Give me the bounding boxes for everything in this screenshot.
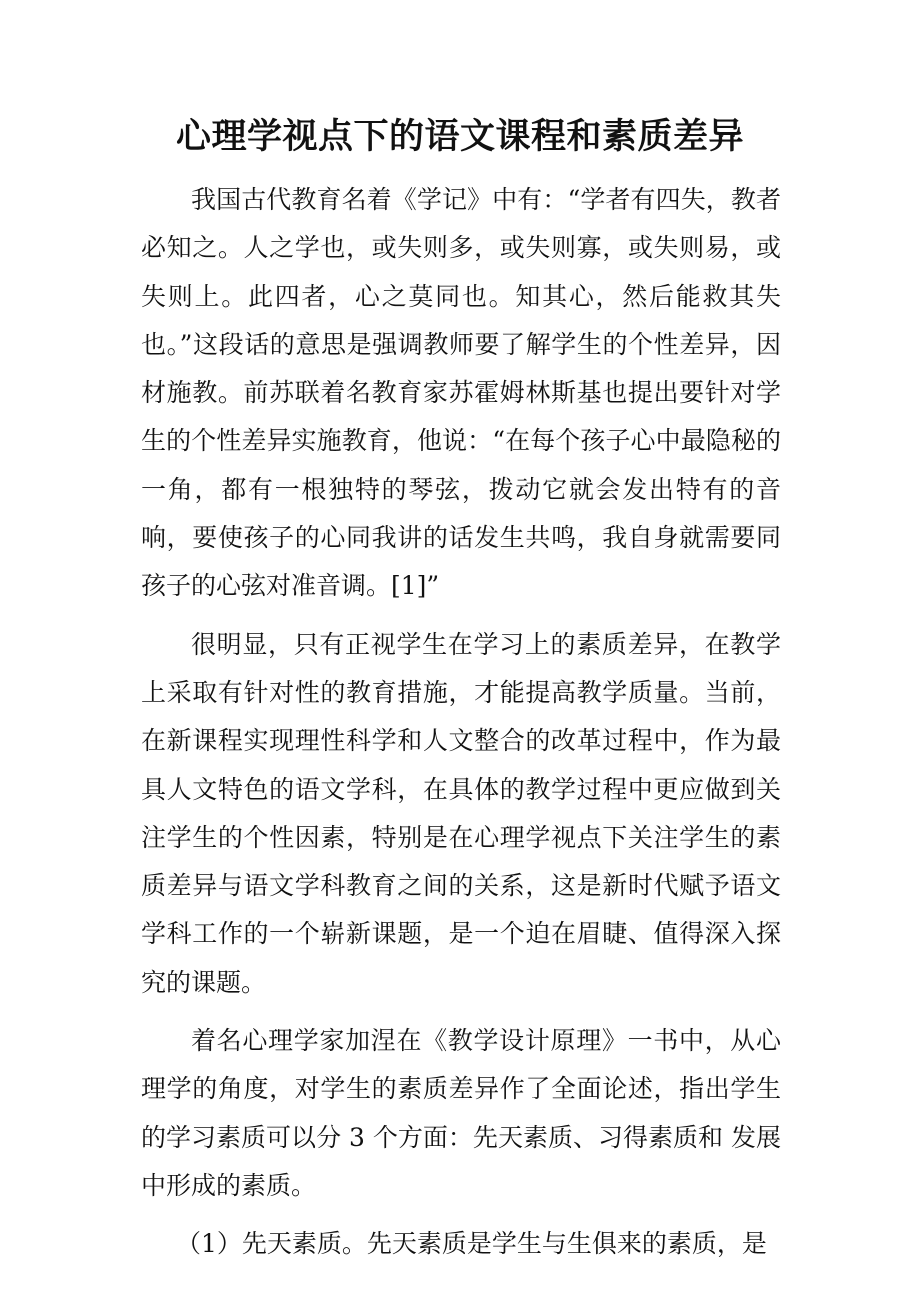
- paragraph-4: （1）先天素质。先天素质是学生与生俱来的素质，是: [176, 1229, 767, 1259]
- paragraph-3: 着名心理学家加涅在《教学设计原理》一书中，从心理学的角度，对学生的素质差异作了全面论述，指出学生的学习素质可以分 3 个方面：先天素质、习得素质和 发展 中形成的素质。: [141, 1026, 781, 1200]
- paragraph-2: 很明显，只有正视学生在学习上的素质差异，在教学上采取有针对性的教育措施，才能提高教学质量。当前，在新课程实现理性科学和人文整合的改革过程中，作为最具人文特色的语文学科，在具体的教学过程中更应做到关注学生的个性因素，特别是在心理学视点下关注学生的素质差异与语文学科教育之间的关系，这是新时代赋予语文学科工作的一个崭新课题，是一个迫在眉睫、值得深入探究的课题。: [141, 629, 781, 997]
- document-body: [141, 176, 781, 1269]
- paragraph-1: 我国古代教育名着《学记》中有：“学者有四失，教者必知之。人之学也，或失则多，或失则寡，或失则易，或失则上。此四者，心之莫同也。知其心，然后能救其失也。”这段话的意思是强调教师要了解学生的个性差异，因材施教。前苏联着名教育家苏霍姆林斯基也提出要针对学生的个性差异实施教育，他说：“在每个孩子心中最隐秘的一角，都有一根独特的琴弦，拨动它就会发出特有的音响，要使孩子的心同我讲的话发生共鸣，我自身就需要同孩子的心弦对准音调。[1]”: [141, 185, 781, 601]
- document-title: 心理学视点下的语文课程和素质差异: [175, 117, 744, 157]
